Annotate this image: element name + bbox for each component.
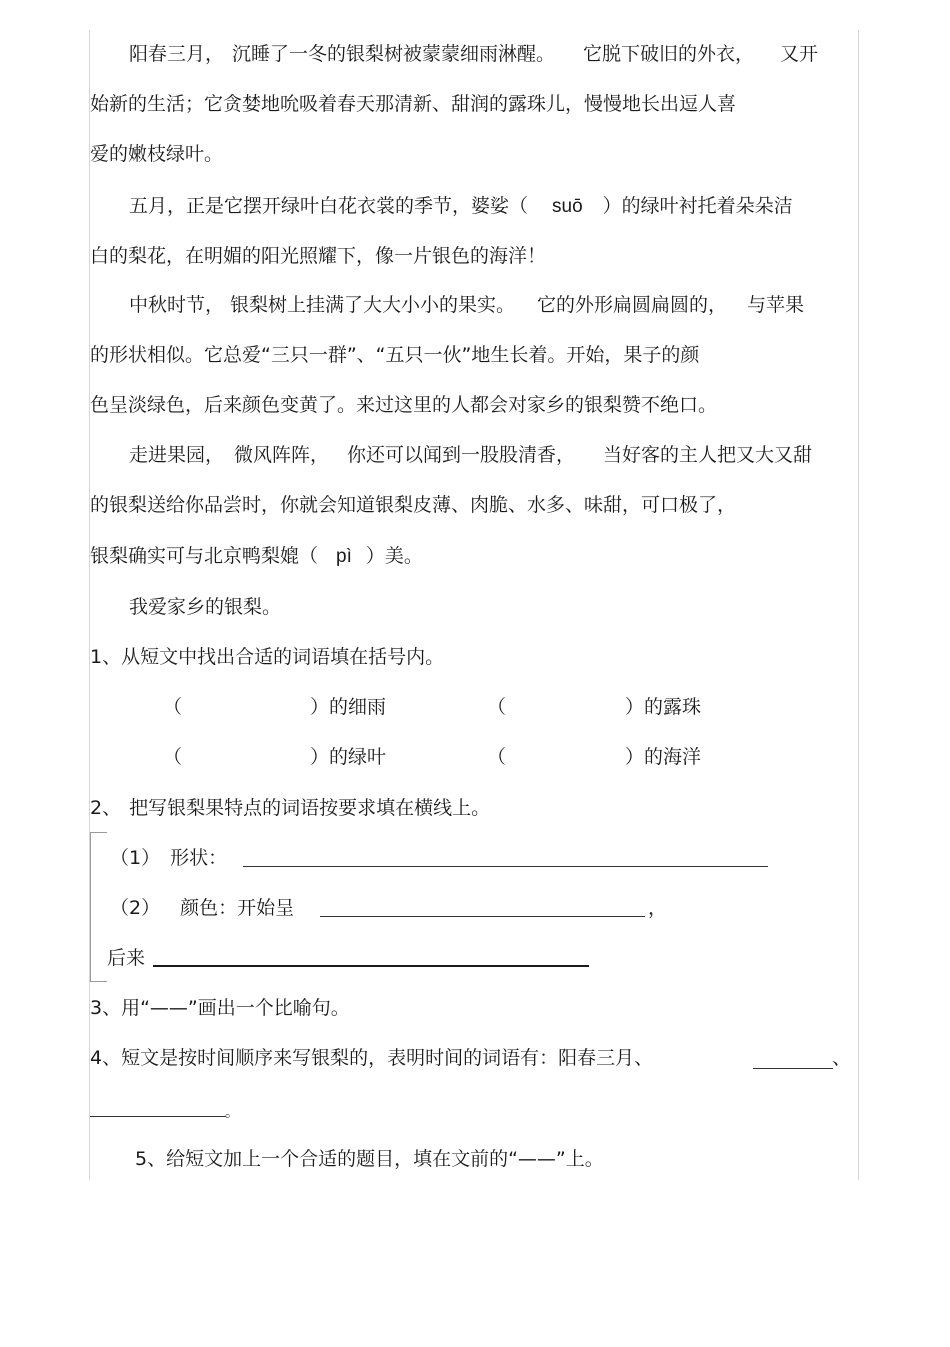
question-4-text: 4、短文是按时间顺序来写银梨的，表明时间的词语有：阳春三月、 (90, 1047, 654, 1069)
paragraph-2-line-1: 五月，正是它摆开绿叶白花衣裳的季节，婆娑（ suō ）的绿叶衬托着朵朵洁 (129, 195, 793, 217)
q1-blank-close-4: ）的海洋 (625, 746, 702, 768)
question-1-title: 1、从短文中找出合适的词语填在括号内。 (90, 646, 445, 668)
q2-sub1: （1） 形状： (110, 847, 228, 869)
paragraph-4-line-3: 银梨确实可与北京鸭梨媲（ pì ）美。 (90, 545, 423, 567)
paragraph-1-line-3: 爱的嫩枝绿叶。 (90, 143, 224, 165)
paragraph-5: 我爱家乡的银梨。 (129, 596, 282, 618)
question-2-title: 2、 把写银梨果特点的词语按要求填在横线上。 (90, 797, 491, 819)
q4-answer-line-2[interactable] (90, 1116, 226, 1117)
q1-blank-close-1: ）的细雨 (310, 696, 387, 718)
q2-sub2: （2） 颜色：开始呈 (110, 897, 295, 919)
paragraph-4-line-2: 的银梨送给你品尝时，你就会知道银梨皮薄、肉脆、水多、味甜，可口极了， (90, 494, 737, 516)
pinyin-suo: suō (552, 196, 583, 217)
q2-shape-answer-line[interactable] (243, 866, 768, 867)
page-border-right (858, 30, 859, 1180)
q4-end-period: 。 (225, 1105, 239, 1121)
q2-comma: ， (648, 897, 668, 919)
q4-separator: 、 (832, 1047, 852, 1069)
question-5: 5、给短文加上一个合适的题目，填在文前的“——”上。 (135, 1148, 604, 1170)
q1-blank-open-2: （ (487, 696, 507, 718)
paragraph-1-line-1: 阳春三月， 沉睡了一冬的银梨树被蒙蒙细雨淋醒。 它脱下破旧的外衣， 又开 (129, 43, 819, 65)
question-3: 3、用“——”画出一个比喻句。 (90, 997, 350, 1019)
q1-blank-open-4: （ (487, 746, 507, 768)
paragraph-2-line-2: 白的梨花，在明媚的阳光照耀下，像一片银色的海洋！ (90, 245, 547, 267)
q1-blank-close-3: ）的绿叶 (310, 746, 387, 768)
pinyin-pi: pì (336, 546, 352, 567)
question-2-bracket (90, 832, 107, 982)
paragraph-3-line-2: 的形状相似。它总爱“三只一群”、“五只一伙”地生长着。开始，果子的颜 (90, 344, 700, 366)
q1-blank-close-2: ）的露珠 (625, 696, 702, 718)
paragraph-1-line-2: 始新的生活；它贪婪地吮吸着春天那清新、甜润的露珠儿，慢慢地长出逗人喜 (90, 93, 737, 115)
q4-answer-line-1[interactable] (753, 1068, 833, 1069)
q1-blank-open-3: （ (163, 746, 183, 768)
paragraph-3-line-1: 中秋时节， 银梨树上挂满了大大小小的果实。 它的外形扁圆扁圆的， 与苹果 (129, 294, 805, 316)
paragraph-4-line-1: 走进果园， 微风阵阵， 你还可以闻到一股股清香， 当好客的主人把又大又甜 (129, 444, 813, 466)
q2-color-later-answer-line[interactable] (153, 965, 589, 967)
q2-color-start-answer-line[interactable] (320, 916, 645, 917)
q2-sub3-label: 后来 (107, 947, 146, 969)
paragraph-3-line-3: 色呈淡绿色，后来颜色变黄了。来过这里的人都会对家乡的银梨赞不绝口。 (90, 394, 718, 416)
q1-blank-open-1: （ (163, 696, 183, 718)
